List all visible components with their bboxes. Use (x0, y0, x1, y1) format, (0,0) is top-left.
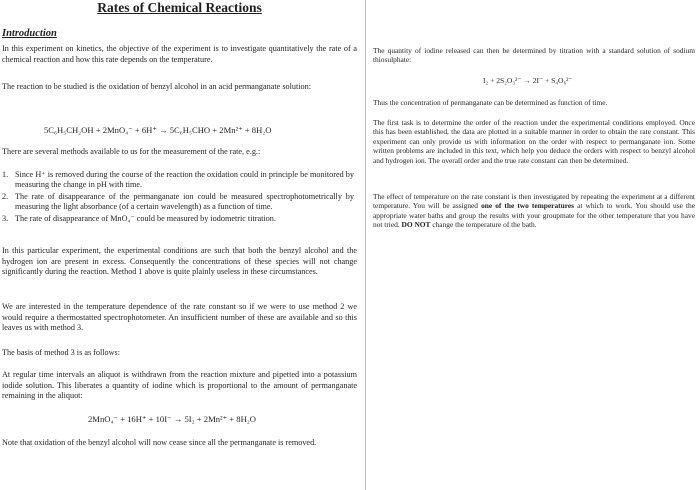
order-paragraph: The first task is to determine the order of the reaction under the experimental conditions employed. Once this has been established, the data are plotted in a suitable manner in order to obtain the rate constant. This experiment can only provide us with information on the order with respect to permanganate ion. Some written problems are included in this text, which help you deduce the orders with respect to benzyl alcohol and hydrogen ion. The overall order and the true rate constant can then be determined. (373, 118, 695, 165)
list-text: The rate of disappearance of MnO₄⁻ could be measured by iodometric titration. (15, 213, 276, 223)
page-title: Rates of Chemical Reactions (97, 0, 262, 15)
list-number: 1. (2, 170, 9, 179)
list-item (2, 170, 354, 191)
list-item (2, 214, 354, 224)
note-paragraph: Note that oxidation of the benzyl alcohol will now cease since all the permanganate is removed. (2, 438, 317, 447)
column-divider (365, 0, 366, 490)
thiosulphate-equation: I₂ + 2S₂O₃²⁻ → 2I⁻ + S₄O₆²⁻ (483, 76, 573, 85)
temperature-paragraph: We are interested in the temperature dependence of the rate constant so if we were to use method 2 we would require a thermostatted spectrophotometer. An insufficient number of these are available and so this leaves us with method 3. (2, 302, 357, 333)
intro-paragraph: In this experiment on kinetics, the objective of the experiment is to investigate quantitatively the rate of a chemical reaction and how this rate depends on the temperature. (2, 44, 357, 64)
list-text: Since H⁺ is removed during the course of the reaction the oxidation could in principle be monitored by measuring the change in pH with time. (15, 170, 354, 190)
temperature-effect-paragraph (373, 192, 695, 230)
list-text: The rate of disappearance of the permanganate ion could be measured spectrophotometrically by measuring the light absorbance (of a certain wavelength) as a function of time. (15, 191, 354, 212)
conditions-paragraph: In this particular experiment, the experimental conditions are such that both the benzyl alcohol and the hydrogen ion are present in excess. Consequently the concentrations of these species will not change significantly during the reaction. Method 1 above is quite plainly useless in these circumstances. (2, 246, 357, 277)
list-number: 2. (2, 191, 9, 201)
method-basis-paragraph: The basis of method 3 is as follows: (2, 348, 121, 357)
concentration-paragraph: Thus the concentration of permanganate can be determined as function of time. (373, 98, 608, 107)
methods-list (2, 170, 354, 225)
methods-intro-paragraph: There are several methods available to us for the measurement of the rate, e.g.: (2, 147, 261, 156)
list-number: 3. (2, 213, 9, 223)
temperature-emphasis: one of the two temperatures (481, 201, 575, 211)
temperature-text-c: at which to work. You should use the appropriate water baths and group the results with your groupmate for the other temperature that you have not tried. (373, 201, 695, 230)
temperature-text-e: change the temperature of the bath. (430, 220, 537, 230)
iodide-equation: 2MnO₄⁻ + 16H⁺ + 10I⁻ → 5I₂ + 2Mn²⁺ + 8H₂O (88, 414, 256, 424)
reaction-intro-paragraph: The reaction to be studied is the oxidation of benzyl alcohol in an acid permanganate solution: (2, 82, 311, 91)
do-not-emphasis: DO NOT (401, 220, 431, 230)
temperature-text-a: The effect of temperature on the rate constant is then investigated by repeating the experiment at a different temperature. You will be assigned (373, 192, 695, 211)
titration-paragraph: The quantity of iodine released can then be determined by titration with a standard solution of sodium thiosulphate: (373, 46, 695, 65)
list-item (2, 192, 354, 213)
aliquot-paragraph: At regular time intervals an aliquot is withdrawn from the reaction mixture and pipetted into a potassium iodide solution. This liberates a quantity of iodine which is proportional to the amount of permanganate remaining in the aliquot: (2, 370, 357, 401)
oxidation-equation: 5C₆H₅CH₂OH + 2MnO₄⁻ + 6H⁺ → 5C₆H₅CHO + 2Mn²⁺ + 8H₂O (44, 125, 272, 135)
section-heading: Introduction (2, 28, 57, 39)
